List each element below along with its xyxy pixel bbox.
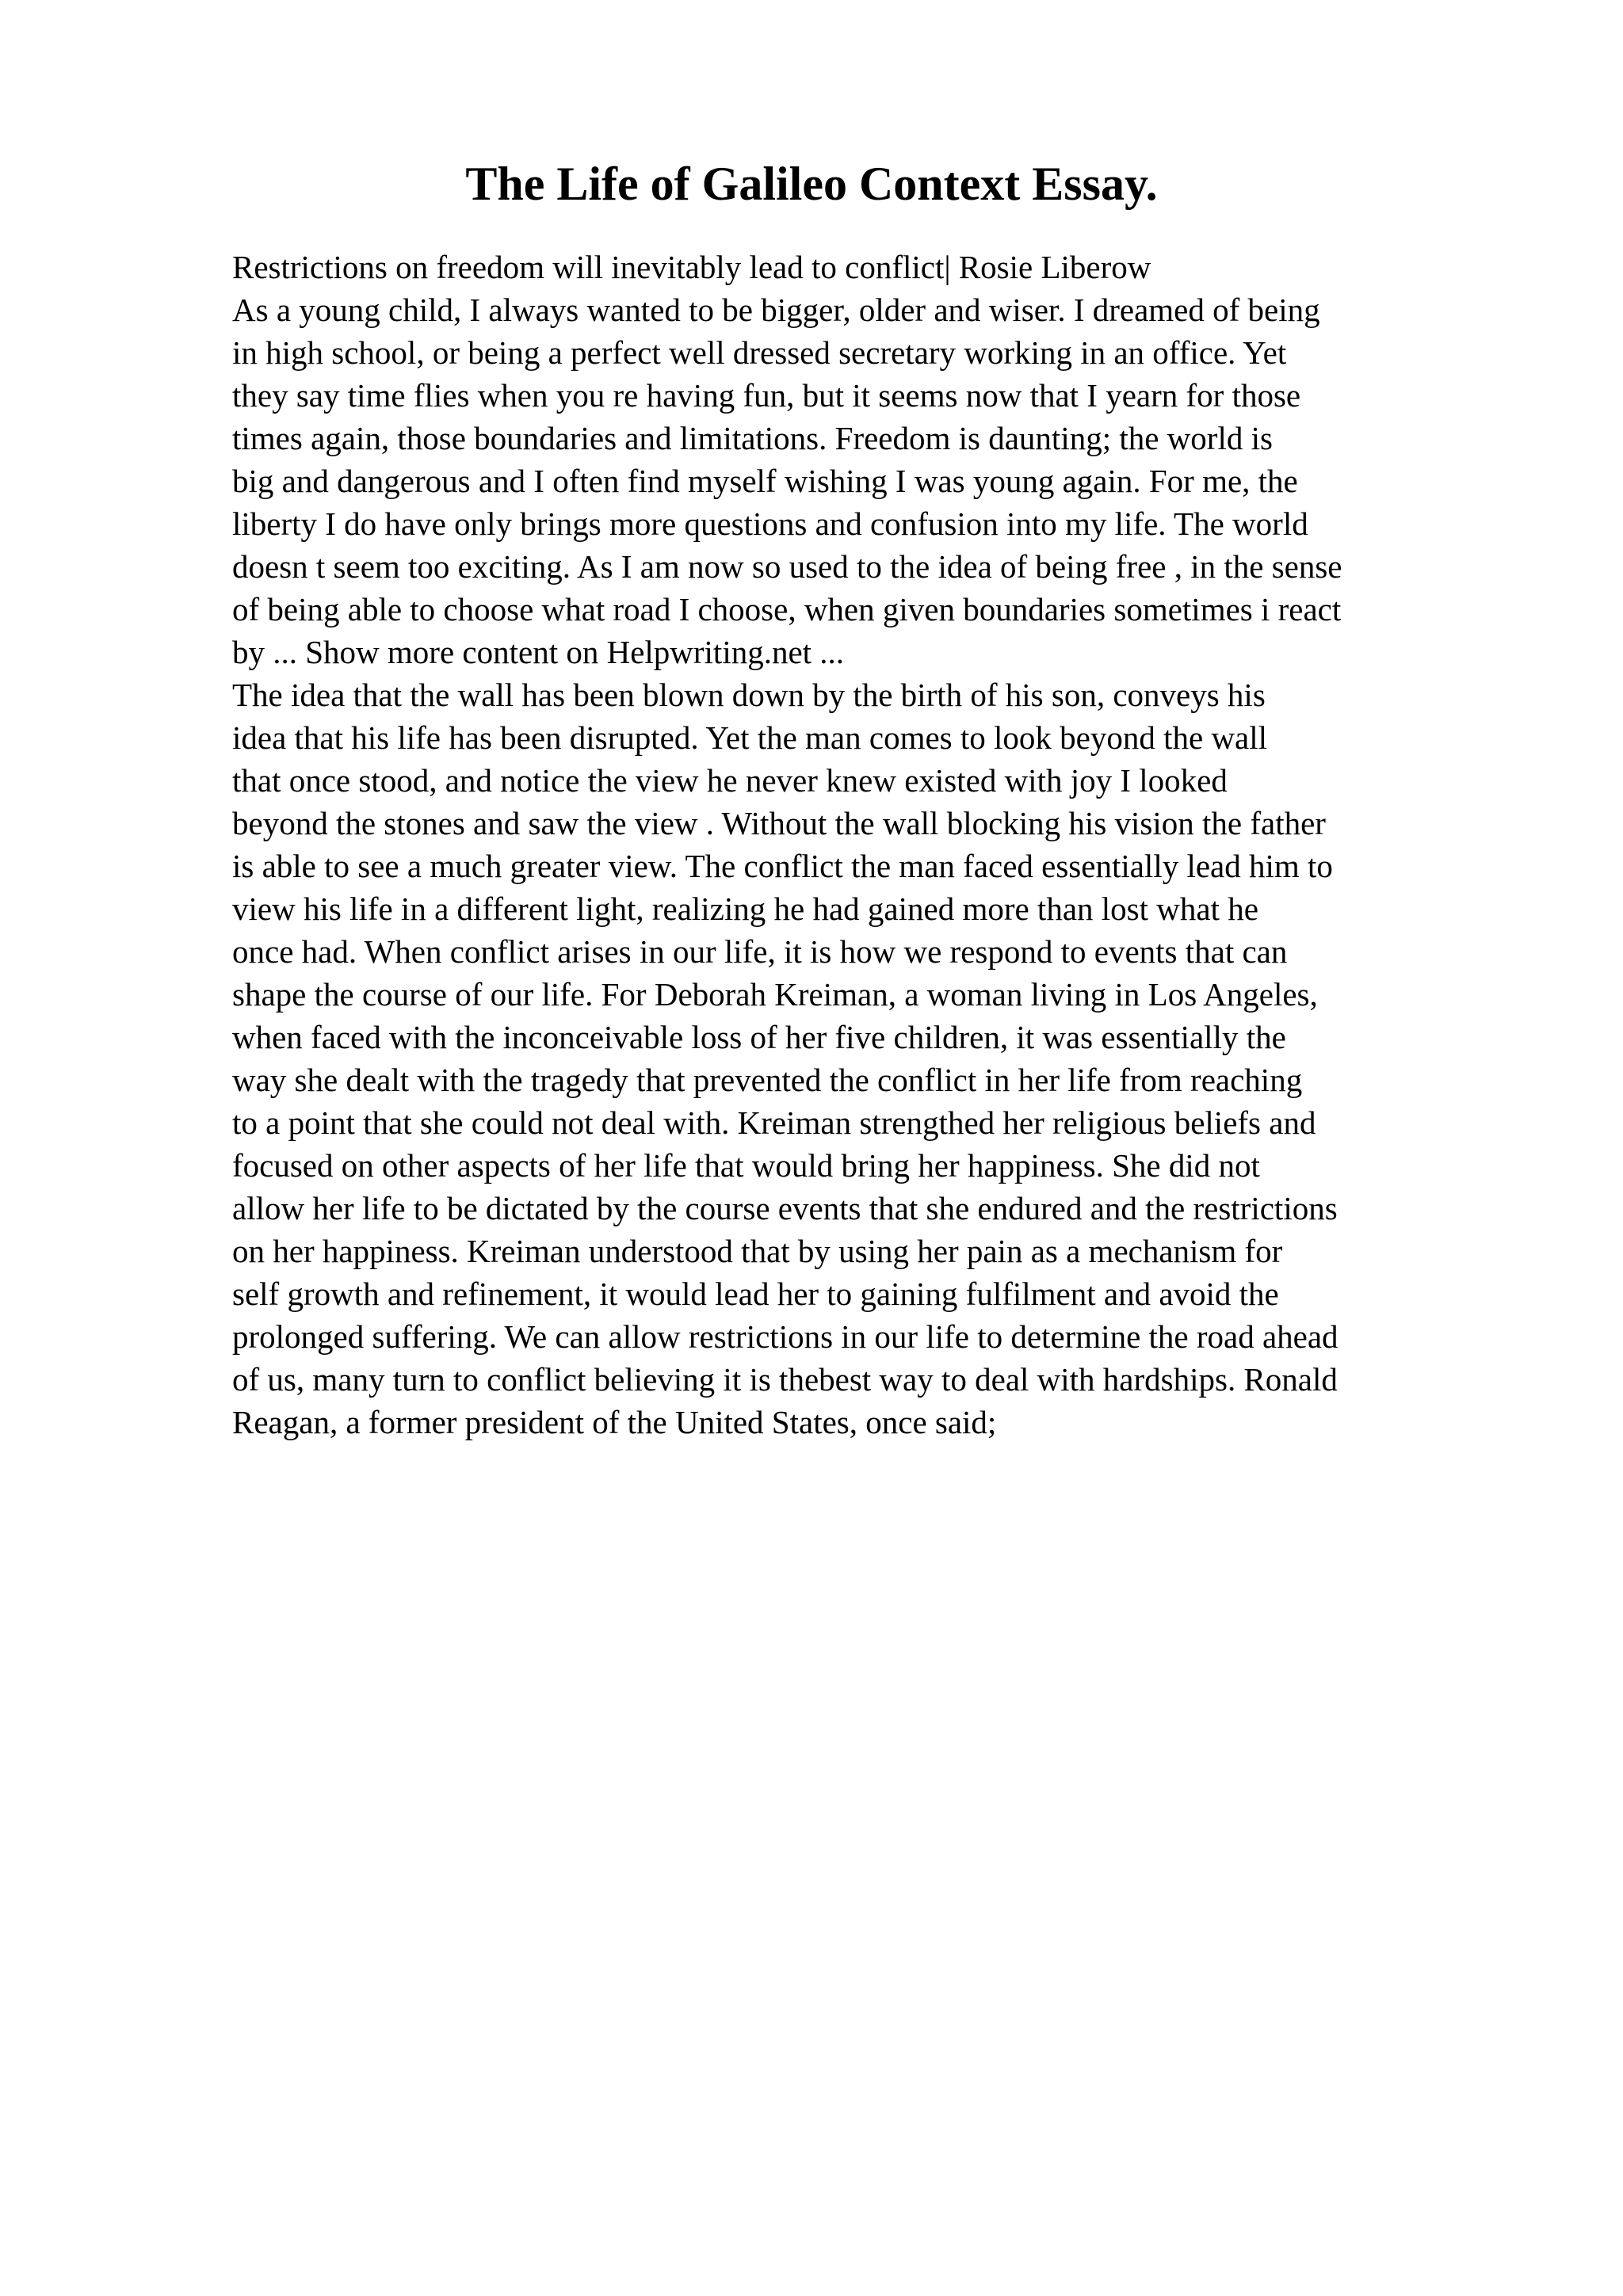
text-line: Restrictions on freedom will inevitably lead to conflict| Rosie Liberow — [232, 249, 1151, 285]
text-line: to a point that she could not deal with. Kreiman strengthed her religious beliefs and — [232, 1104, 1316, 1141]
text-line: way she dealt with the tragedy that prevented the conflict in her life from reaching — [232, 1062, 1303, 1098]
text-line: big and dangerous and I often find myself wishing I was young again. For me, the — [232, 463, 1298, 499]
text-line: self growth and refinement, it would lead her to gaining fulfilment and avoid the — [232, 1276, 1279, 1312]
text-line: view his life in a different light, realizing he had gained more than lost what he — [232, 891, 1258, 927]
text-line: doesn t seem too exciting. As I am now so used to the idea of being free , in the sense — [232, 548, 1342, 585]
text-line: of being able to choose what road I choose, when given boundaries sometimes i react — [232, 591, 1342, 627]
text-line: idea that his life has been disrupted. Yet the man comes to look beyond the wall — [232, 719, 1268, 756]
text-line: As a young child, I always wanted to be bigger, older and wiser. I dreamed of being — [232, 292, 1320, 328]
text-line: is able to see a much greater view. The conflict the man faced essentially lead him to — [232, 848, 1333, 884]
essay-body — [232, 246, 1532, 1444]
text-line: that once stood, and notice the view he never knew existed with joy I looked — [232, 762, 1228, 799]
text-line: by ... Show more content on Helpwriting.net ... — [232, 634, 845, 670]
text-line: on her happiness. Kreiman understood that by using her pain as a mechanism for — [232, 1233, 1283, 1269]
text-line: The idea that the wall has been blown down by the birth of his son, conveys his — [232, 677, 1266, 713]
text-line: they say time flies when you re having fun, but it seems now that I yearn for those — [232, 377, 1301, 414]
text-line: of us, many turn to conflict believing it is thebest way to deal with hardships. Ronald — [232, 1361, 1338, 1398]
text-line: prolonged suffering. We can allow restrictions in our life to determine the road ahead — [232, 1318, 1338, 1355]
document-title: The Life of Galileo Context Essay. — [465, 158, 1158, 210]
text-line: times again, those boundaries and limitations. Freedom is daunting; the world is — [232, 420, 1273, 456]
text-line: focused on other aspects of her life that would bring her happiness. She did not — [232, 1147, 1260, 1184]
text-line: when faced with the inconceivable loss of her five children, it was essentially the — [232, 1019, 1286, 1055]
text-line: allow her life to be dictated by the course events that she endured and the restrictions — [232, 1190, 1338, 1226]
text-line: in high school, or being a perfect well dressed secretary working in an office. Yet — [232, 334, 1287, 371]
text-line: shape the course of our life. For Deborah Kreiman, a woman living in Los Angeles, — [232, 976, 1318, 1013]
text-line: beyond the stones and saw the view . Without the wall blocking his vision the father — [232, 805, 1326, 841]
text-line: liberty I do have only brings more questions and confusion into my life. The world — [232, 505, 1308, 542]
text-line: once had. When conflict arises in our life, it is how we respond to events that can — [232, 933, 1288, 970]
text-line: Reagan, a former president of the United States, once said; — [232, 1404, 997, 1440]
